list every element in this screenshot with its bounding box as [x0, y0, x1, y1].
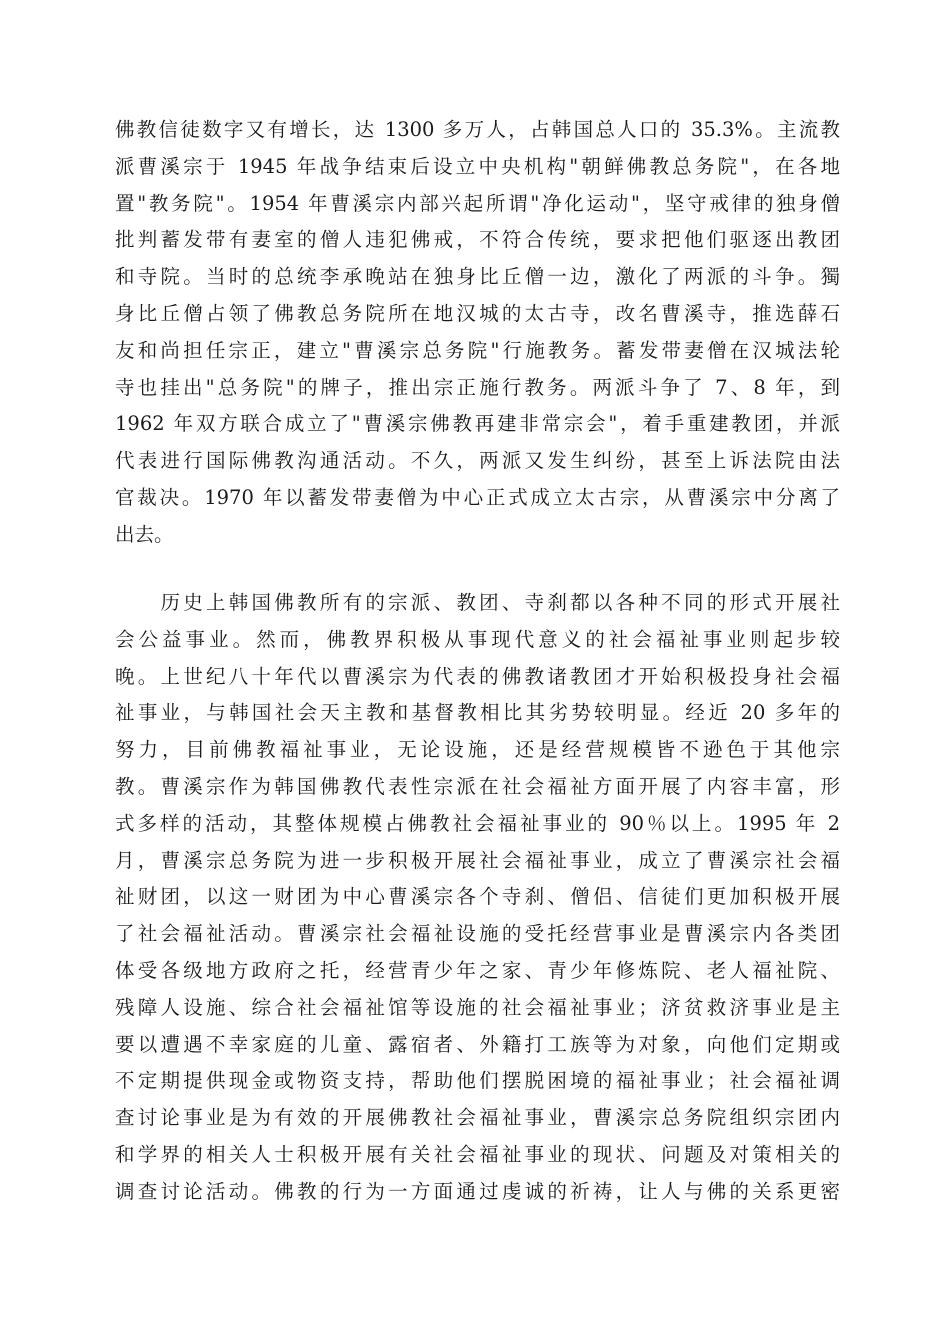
text-line: 祉财团，以这一财团为中心曹溪宗各个寺刹、僧侣、信徒们更加积极开展 — [115, 885, 840, 909]
text-line: 佛教信徒数字又有增长，达 1300 多万人，占韩国总人口的 35.3%。主流教 — [115, 118, 840, 141]
text-line: 会公益事业。然而，佛教界积极从事现代意义的社会福祉事业则起步较 — [115, 627, 840, 651]
text-line: 官裁决。1970 年以蓄发带妻僧为中心正式成立太古宗，从曹溪宗中分离了 — [115, 485, 840, 509]
text-line: 了社会福祉活动。曹溪宗社会福祉设施的受托经营事业是曹溪宗内各类团 — [115, 922, 840, 946]
text-line: 祉事业，与韩国社会天主教和基督教相比其劣势较明显。经近 20 多年的 — [115, 701, 840, 725]
text-line: 批判蓄发带有妻室的僧人违犯佛戒，不符合传统，要求把他们驱逐出教团 — [115, 228, 840, 252]
text-line: 月，曹溪宗总务院为进一步积极开展社会福祉事业，成立了曹溪宗社会福 — [115, 848, 840, 872]
text-line: 出去。 — [115, 522, 174, 546]
text-line: 体受各级地方政府之托，经营青少年之家、青少年修炼院、老人福祉院、 — [115, 958, 840, 982]
text-line: 友和尚担任宗正，建立"曹溪宗总务院"行施教务。蓄发带妻僧在汉城法轮 — [115, 338, 840, 362]
text-line: 式多样的活动，其整体规模占佛教社会福祉事业的 90％以上。1995 年 2 — [115, 811, 840, 835]
text-line: 寺也挂出"总务院"的牌子，推出宗正施行教务。两派斗争了 7、8 年，到 — [115, 375, 840, 399]
text-line: 置"教务院"。1954 年曹溪宗内部兴起所谓"净化运动"，坚守戒律的独身僧 — [115, 191, 840, 215]
text-line: 查讨论事业是为有效的开展佛教社会福祉事业，曹溪宗总务院组织宗团内 — [115, 1106, 840, 1130]
paragraph-1 — [115, 112, 840, 554]
text-line: 1962 年双方联合成立了"曹溪宗佛教再建非常宗会"，着手重建教团，并派 — [115, 412, 840, 436]
text-line: 代表进行国际佛教沟通活动。不久，两派又发生纠纷，甚至上诉法院由法 — [115, 449, 840, 473]
text-line: 要以遭遇不幸家庭的儿童、露宿者、外籍打工族等为对象，向他们定期或 — [115, 1032, 840, 1056]
text-line: 调查讨论活动。佛教的行为一方面通过虔诚的祈祷，让人与佛的关系更密 — [115, 1179, 840, 1203]
text-line: 身比丘僧占领了佛教总务院所在地汉城的太古寺，改名曹溪寺，推选薛石 — [115, 301, 840, 325]
text-line: 历史上韩国佛教所有的宗派、教团、寺刹都以各种不同的形式开展社 — [115, 591, 840, 614]
text-line: 残障人设施、综合社会福祉馆等设施的社会福祉事业；济贫救济事业是主 — [115, 995, 840, 1019]
text-line: 努力，目前佛教福祉事业，无论设施，还是经营规模皆不逊色于其他宗 — [115, 738, 840, 762]
paragraph-2 — [115, 585, 840, 1211]
text-line: 派曹溪宗于 1945 年战争结束后设立中央机构"朝鲜佛教总务院"，在各地 — [115, 154, 840, 178]
text-line: 晚。上世纪八十年代以曹溪宗为代表的佛教诸教团才开始积极投身社会福 — [115, 664, 840, 688]
text-line: 不定期提供现金或物资支持，帮助他们摆脱困境的福祉事业；社会福祉调 — [115, 1069, 840, 1093]
text-line: 和学界的相关人士积极开展有关社会福祉事业的现状、问题及对策相关的 — [115, 1142, 840, 1166]
text-line: 和寺院。当时的总统李承晚站在独身比丘僧一边，激化了两派的斗争。獨 — [115, 265, 840, 289]
text-line: 教。曹溪宗作为韩国佛教代表性宗派在社会福祉方面开展了内容丰富，形 — [115, 774, 840, 798]
